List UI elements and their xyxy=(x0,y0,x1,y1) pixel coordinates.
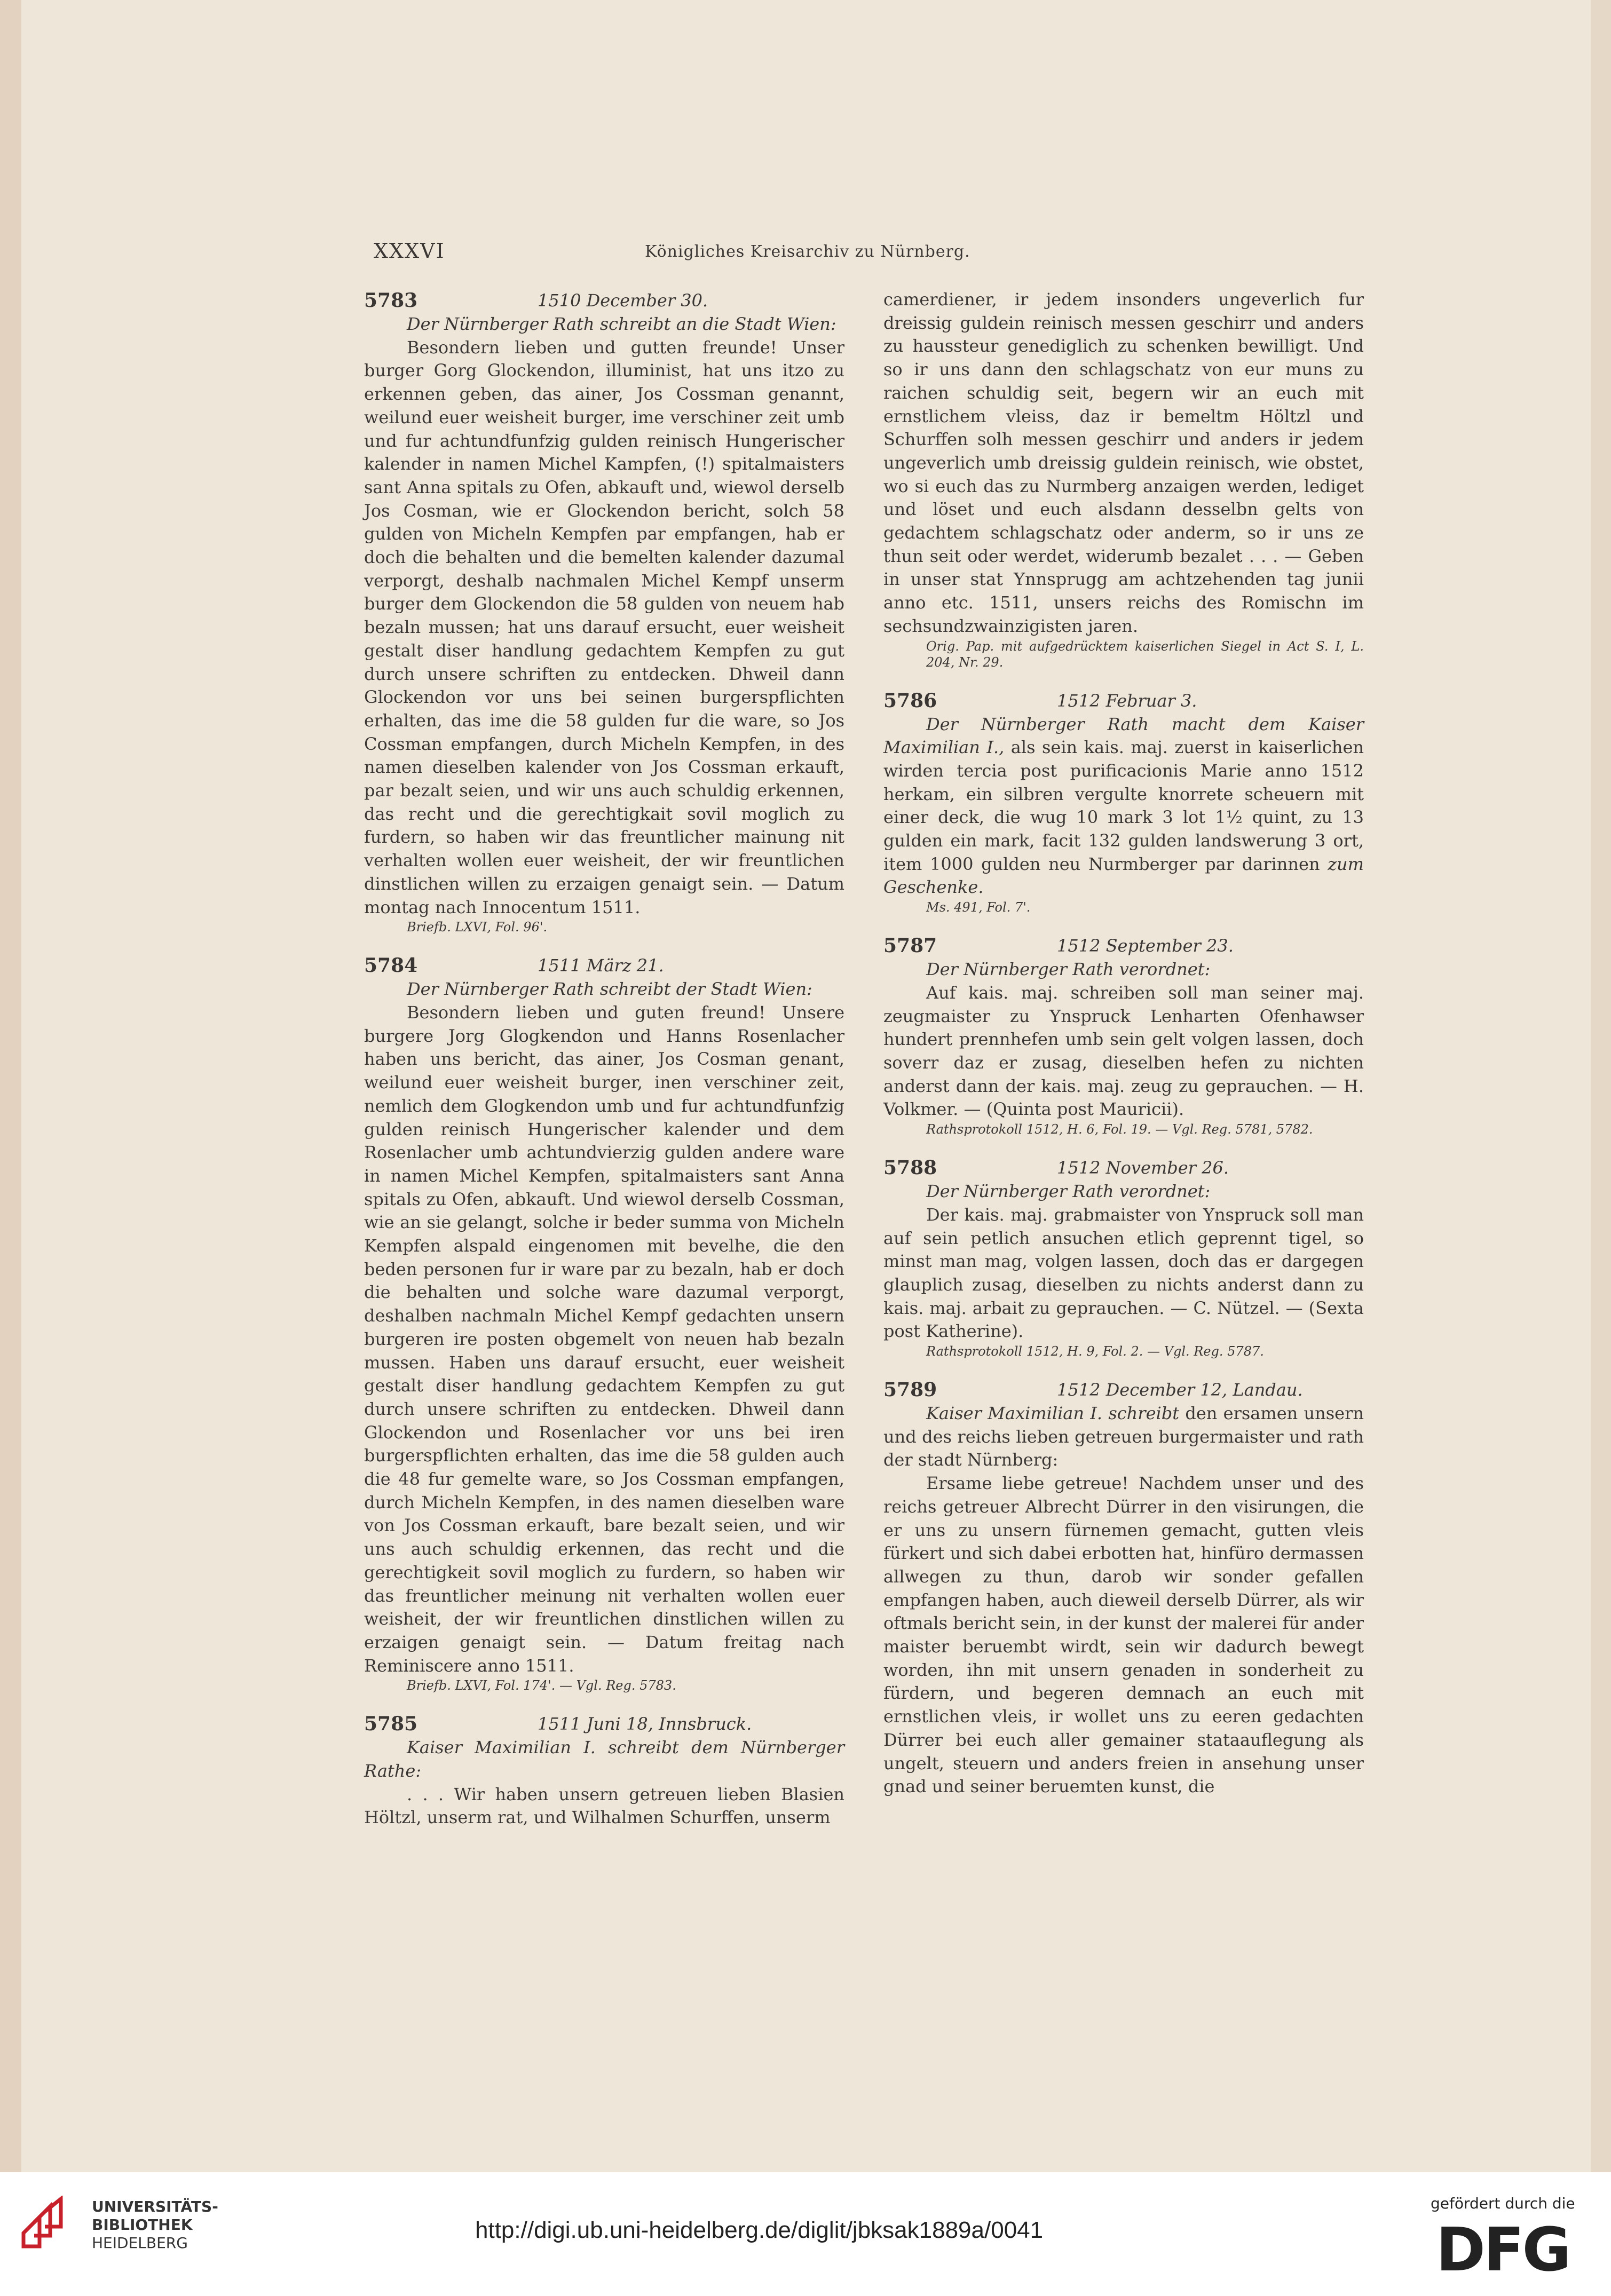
left-column xyxy=(364,288,844,1830)
funding-note: gefördert durch die xyxy=(1431,2195,1575,2212)
entry-source: Ms. 491, Fol. 7'. xyxy=(926,900,1031,915)
address-tail: den ersamen unsern und des reichs lieben getreuen burgermaister und rath der stadt Nürnberg: xyxy=(883,1403,1364,1470)
entry-date: 1512 December 12, Landau. xyxy=(1057,1380,1303,1400)
entry-address xyxy=(883,1402,1364,1472)
entry-header xyxy=(883,688,1364,713)
entry-text: Besondern lieben und gutten freunde! Unser burger Gorg Glockendon, illuminist, hat uns itzo zu erkennen geben, das ainer, Jos Cossman genannt, weilund euer weisheit burger, ime verschiner zeit umb und fur achtundfunfzig gulden reinisch Hungerischer kalender in namen Michel Kampfen, (!) spitalmaisters sant Anna spitals zu Ofen, abkauft und, wiewol derselb Jos Cosman, wie er Glockendon bericht, solch 58 gulden von Micheln Kempfen par empfangen, hab er doch die behalten und die bemelten kalender dazumal verporgt, deshalb nachmalen Michel Kempf unserm burger dem Glockendon die 58 gulden von neuem hab bezaln mussen; hat uns darauf ersucht, euer weisheit gestalt diser handlung gedachtem Kempfen zu gut durch unsere schriften zu entdecken. Dhweil dann Glockendon vor uns bei seinen burgerspflichten erhalten, das ime die 58 gulden fur die ware, so Jos Cossman empfangen, durch Micheln Kempfen, in des namen dieselben kalender von Jos Cossman erkauft, par bezalt seien, und wir uns auch schuldig erkennen, das recht und die gerechtigkait sovil moglich zu furdern, so haben wir das freuntlicher mainung nit verhalten wollen euer weisheit, der wir freuntlichen dinstlichen willen zu erzaigen genaigt sein. — Datum montag nach Innocentum 1511. xyxy=(364,337,844,917)
entry-header xyxy=(364,1712,844,1736)
page-edge-right xyxy=(1591,0,1611,2172)
library-name xyxy=(92,2198,218,2252)
entry-address: Der Nürnberger Rath verordnet: xyxy=(926,959,1211,980)
entry-continuation: camerdiener, ir jedem insonders ungeverlich fur dreissig guldein reinisch messen geschirr und anders zu haussteur genediglich zu schenken bewilligt. Und so ir uns dann den schlagschatz von eur muns zu raichen schuldig seit, begern wir an euch mit ernstlichem vleiss, daz ir bemeltm Höltzl und Schurffen solh messen geschirr und anders ir jedem ungeverlich umb dreissig guldein reinisch, wie obstet, wo si euch das zu Nurmberg anzaigen werden, lediget und löset und euch alsdann desselbn gelts von gedachtem schlagschatz oder anderm, so ir uns ze thun seit oder werdet, widerumb bezalet . . . — Geben in unser stat Ynnsprugg am achtzehenden tag junii anno etc. 1511, unsers reichs des Romischn im sechsundzwainzigisten jaren. xyxy=(883,289,1364,636)
entry-date: 1510 December 30. xyxy=(538,290,708,311)
entry-address: Der Nürnberger Rath verordnet: xyxy=(926,1181,1211,1202)
address-lead: Der Nürnberger Rath macht dem Kaiser Maximilian I., xyxy=(883,714,1364,758)
dfg-logo-icon xyxy=(1436,2221,1591,2275)
entry-header xyxy=(364,288,844,313)
entry-source: Rathsprotokoll 1512, H. 6, Fol. 19. — Vgl. Reg. 5781, 5782. xyxy=(926,1122,1313,1137)
entry-header xyxy=(364,953,844,978)
entry-number: 5783 xyxy=(364,289,418,312)
entry-date: 1512 September 23. xyxy=(1057,936,1234,956)
entry-number: 5784 xyxy=(364,954,418,977)
permalink[interactable]: http://digi.ub.uni-heidelberg.de/diglit/jbksak1889a/0041 xyxy=(475,2217,1044,2243)
address-end: zum Geschenke. xyxy=(883,853,1364,898)
entry-number: 5786 xyxy=(883,689,937,712)
library-name-line: BIBLIOTHEK xyxy=(92,2216,193,2234)
entry-text: . . . Wir haben unsern getreuen lieben Blasien Höltzl, unserm rat, und Wilhalmen Schurffen, unserm xyxy=(364,1784,844,1828)
library-name-line: UNIVERSITÄTS- xyxy=(92,2198,218,2215)
entry-address xyxy=(883,713,1364,900)
right-column xyxy=(883,288,1364,1799)
page-number: XXXVI xyxy=(374,239,445,263)
entry-number: 5789 xyxy=(883,1379,937,1402)
entry-date: 1512 November 26. xyxy=(1057,1158,1229,1178)
library-logo-icon xyxy=(18,2196,77,2249)
page-header xyxy=(374,239,1121,266)
address-tail: als sein kais. maj. zuerst in kaiserlichen wirden tercia post purificacionis Marie anno 1512 herkam, ein silbren vergulte knorrete scheuern mit einer deck, die wug 10 mark 3 lot 1½ quint, zu 13 gulden ein mark, facit 132 gulden landswerung 3 ort, item 1000 gulden neu Nurmberger par darinnen xyxy=(883,737,1364,874)
entry-text: Der kais. maj. grabmaister von Ynspruck soll man auf sein petlich ansuchen etlich geprennt tigel, so minst man mag, volgen lassen, doch das er dargegen glauplich zusag, dieselben zu nichts anderst dann zu kais. maj. arbait zu geprauchen. — C. Nützel. — (Sexta post Katherine). xyxy=(883,1204,1364,1342)
page-edge-left xyxy=(0,0,21,2172)
entry-text: Ersame liebe getreue! Nachdem unser und des reichs getreuer Albrecht Dürrer in den visirungen, die er uns zu unsern fürnemen gemacht, gutten vleis fürkert und sich dabei erbotten hat, hinfüro dermassen allwegen zu thun, darob wir sonder gefallen empfangen haben, auch dieweil derselb Dürrer, als wir oftmals bericht sein, in der kunst der malerei für ander maister beruembt wirdt, sein wir dadurch bewegt worden, ihn mit unsern genaden in sonderheit zu fürdern, und begeren demnach an euch mit ernstlichen vleis, ir wollet uns zu eeren gedachten Dürrer bei euch aller gemainer stataauflegung als ungelt, steuern und anders freien in ansehung unser gnad und seiner beruemten kunst, die xyxy=(883,1473,1364,1797)
entry-header xyxy=(883,1377,1364,1402)
running-title: Königliches Kreisarchiv zu Nürnberg. xyxy=(645,242,970,261)
entry-source: Orig. Pap. mit aufgedrücktem kaiserlichen Siegel in Act S. I, L. 204, Nr. 29. xyxy=(926,638,1364,670)
entry-number: 5788 xyxy=(883,1157,937,1179)
entry-number: 5787 xyxy=(883,935,937,957)
library-name-line: HEIDELBERG xyxy=(92,2234,188,2252)
entry-text: Besondern lieben und guten freund! Unsere burgere Jorg Glogkendon und Hanns Rosenlacher haben uns bericht, das ainer, Jos Cosman genant, weilund euer weisheit burger, inen verschiner zeit, nemlich dem Glogkendon umb und fur achtundfunfzig gulden reinisch Hungerischer kalender und dem Rosenlacher umb achtundvierzig gulden andere ware in namen Michel Kempfen, spitalmaisters sant Anna spitals zu Ofen, abkauft. Und wiewol derselb Cossman, wie an sie gelangt, solche ir beder summa von Micheln Kempfen alspald eingenomen mit bevelhe, die den beden personen fur ir ware par zu bezaln, hab er doch die behalten und solche ware dazumal verporgt, deshalben nachmaln Michel Kempf gedachten unsern burgeren ire posten obgemelt von neuen hab bezaln mussen. Haben uns darauf ersucht, euer weisheit gestalt diser handlung gedachtem Kempfen zu gut durch unsere schriften zu entdecken. Dhweil dann Glockendon und Rosenlacher vor uns bei iren burgerspflichten erhalten, das ime die 58 gulden auch die 48 fur gemelte ware, so Jos Cossman empfangen, durch Micheln Kempfen, in des namen dieselben ware von Jos Cossman erkauft, bare bezalt seien, und wir uns auch schuldig erkennen, das recht und die gerechtigkeit sovil moglich zu furdern, so haben wir das freuntlicher meinung nit verhalten wollen euer weisheit, der wir freuntlichen dinstlichen willen zu erzaigen genaigt sein. — Datum freitag nach Reminiscere anno 1511. xyxy=(364,1002,844,1676)
dfg-logo-text: DFG xyxy=(1436,2221,1569,2275)
entry-date: 1511 Juni 18, Innsbruck. xyxy=(538,1714,752,1735)
entry-address: Der Nürnberger Rath schreibt an die Stadt Wien: xyxy=(407,314,836,334)
entry-address: Kaiser Maximilian I. schreibt dem Nürnberger Rathe: xyxy=(364,1737,844,1782)
entry-date: 1512 Februar 3. xyxy=(1057,690,1197,711)
entry-source: Briefb. LXVI, Fol. 96'. xyxy=(407,920,548,935)
entry-header xyxy=(883,933,1364,958)
entry-number: 5785 xyxy=(364,1713,418,1736)
entry-header xyxy=(883,1155,1364,1180)
entry-text: Auf kais. maj. schreiben soll man seiner maj. zeugmaister zu Ynspruck Lenharten Ofenhawser hundert prennhefen umb sein gelt volgen lassen, doch soverr daz er zusag, dieselben hefen zu nichten anderst dann der kais. maj. zeug zu geprauchen. — H. Volkmer. — (Quinta post Mauricii). xyxy=(883,982,1364,1120)
entry-address: Der Nürnberger Rath schreibt der Stadt Wien: xyxy=(407,979,812,1000)
entry-date: 1511 März 21. xyxy=(538,955,664,976)
entry-source: Briefb. LXVI, Fol. 174'. — Vgl. Reg. 5783. xyxy=(407,1678,676,1693)
address-lead: Kaiser Maximilian I. schreibt xyxy=(926,1403,1180,1424)
entry-source: Rathsprotokoll 1512, H. 9, Fol. 2. — Vgl. Reg. 5787. xyxy=(926,1344,1264,1359)
viewer-footer xyxy=(0,2172,1611,2296)
